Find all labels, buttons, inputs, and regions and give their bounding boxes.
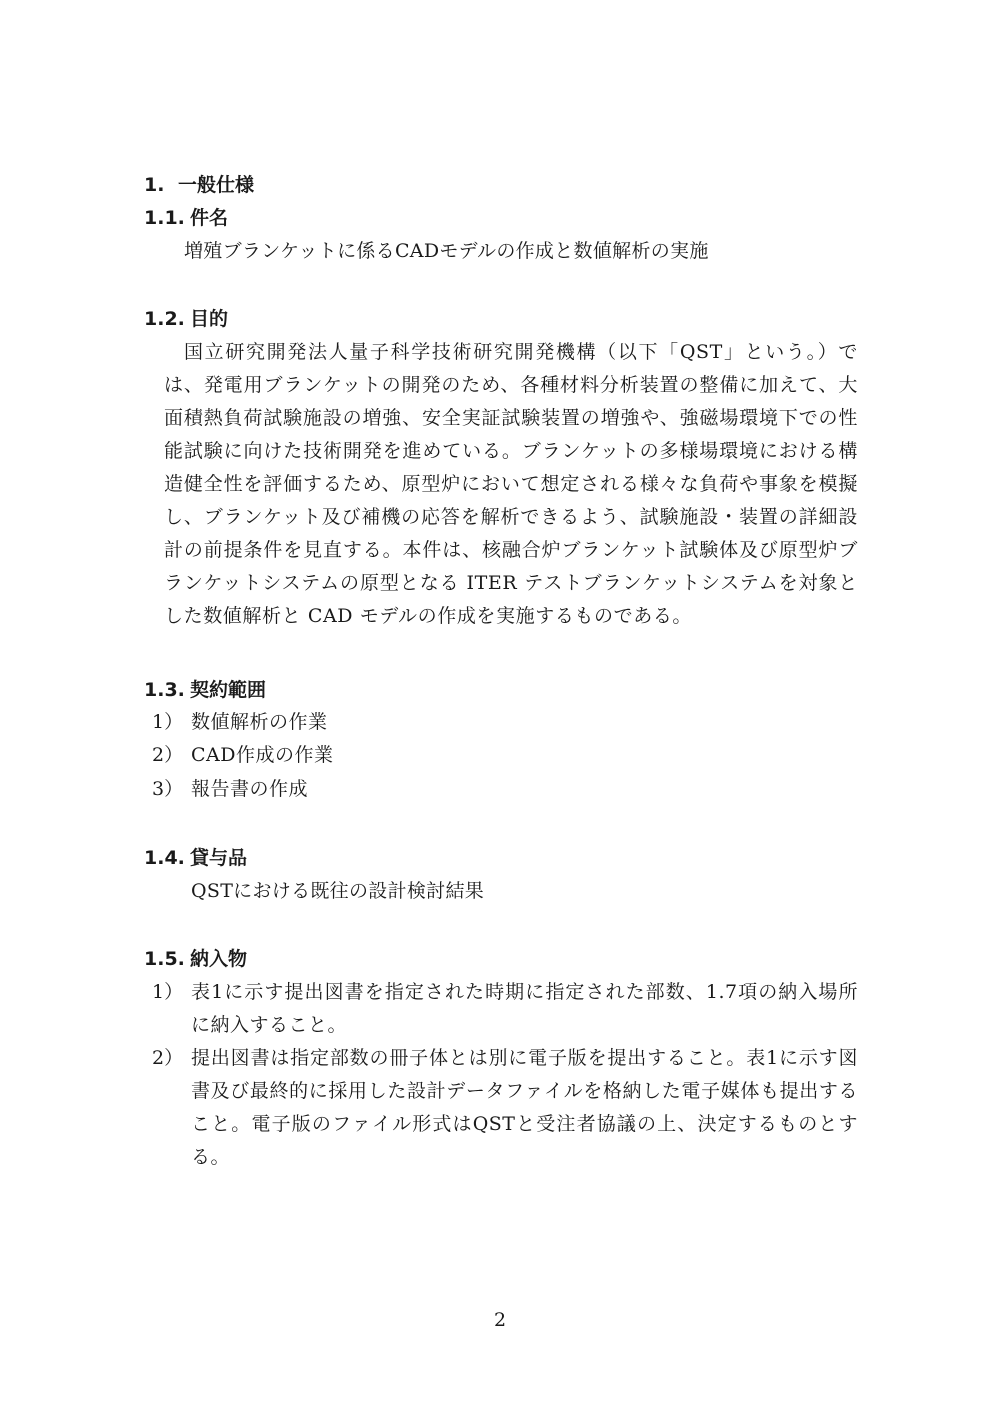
list-marker: 3）: [152, 778, 184, 800]
section-1-2-heading: [144, 308, 228, 330]
list-item: [152, 773, 858, 806]
section-number: 1.: [144, 174, 165, 196]
section-1-4-heading: [144, 847, 247, 869]
section-number: 1.3.: [144, 679, 185, 701]
purpose-paragraph: 国立研究開発法人量子科学技術研究開発機構（以下「QST」という。）では、発電用ブランケットの開発のため、各種材料分析装置の整備に加えて、大面積熱負荷試験施設の増強、安全実証試験装置の増強や、強磁場環境下での性能試験に向けた技術開発を進めている。ブランケットの多様場環境における構造健全性を評価するため、原型炉において想定される様々な負荷や事象を模擬し、ブランケット及び補機の応答を解析できるよう、試験施設・装置の詳細設計の前提条件を見直する。本件は、核融合炉ブランケット試験体及び原型炉ブランケットシステムの原型となる ITER テストブランケットシステムを対象とした数値解析と CAD モデルの作成を実施するものである。: [164, 341, 858, 627]
list-item: [152, 739, 858, 772]
list-item-text: 数値解析の作業: [191, 711, 328, 733]
section-number: 1.4.: [144, 847, 185, 869]
section-number: 1.2.: [144, 308, 185, 330]
list-marker: 2）: [152, 744, 184, 766]
section-1-5-heading: [144, 948, 247, 970]
list-item: [152, 706, 858, 739]
page-number: 2: [493, 1309, 507, 1331]
section-1-3-heading: [144, 679, 266, 701]
section-title: 納入物: [190, 948, 248, 970]
list-item-text: 表1に示す提出図書を指定された時期に指定された部数、1.7項の納入場所に納入すること。: [191, 981, 858, 1036]
list-item: [152, 976, 858, 1042]
section-title: 一般仕様: [178, 174, 255, 196]
list-item-text: CAD作成の作業: [191, 744, 334, 766]
section-title: 件名: [190, 207, 229, 229]
section-1-heading: [144, 174, 254, 196]
loaned-item-text: QSTにおける既往の設計検討結果: [191, 880, 485, 902]
section-number: 1.5.: [144, 948, 185, 970]
list-item: [152, 1042, 858, 1174]
list-item-text: 報告書の作成: [191, 778, 309, 800]
section-title: 契約範囲: [190, 679, 267, 701]
section-1-1-heading: [144, 207, 228, 229]
section-title: 目的: [190, 308, 229, 330]
section-number: 1.1.: [144, 207, 185, 229]
list-marker: 2）: [152, 1047, 184, 1069]
list-marker: 1）: [152, 711, 184, 733]
list-item-text: 提出図書は指定部数の冊子体とは別に電子版を提出すること。表1に示す図書及び最終的に採用した設計データファイルを格納した電子媒体も提出すること。電子版のファイル形式はQSTと受注者協議の上、決定するものとする。: [191, 1047, 858, 1168]
list-marker: 1）: [152, 981, 184, 1003]
section-title: 貸与品: [190, 847, 248, 869]
subject-text: 増殖ブランケットに係るCADモデルの作成と数値解析の実施: [184, 240, 709, 262]
